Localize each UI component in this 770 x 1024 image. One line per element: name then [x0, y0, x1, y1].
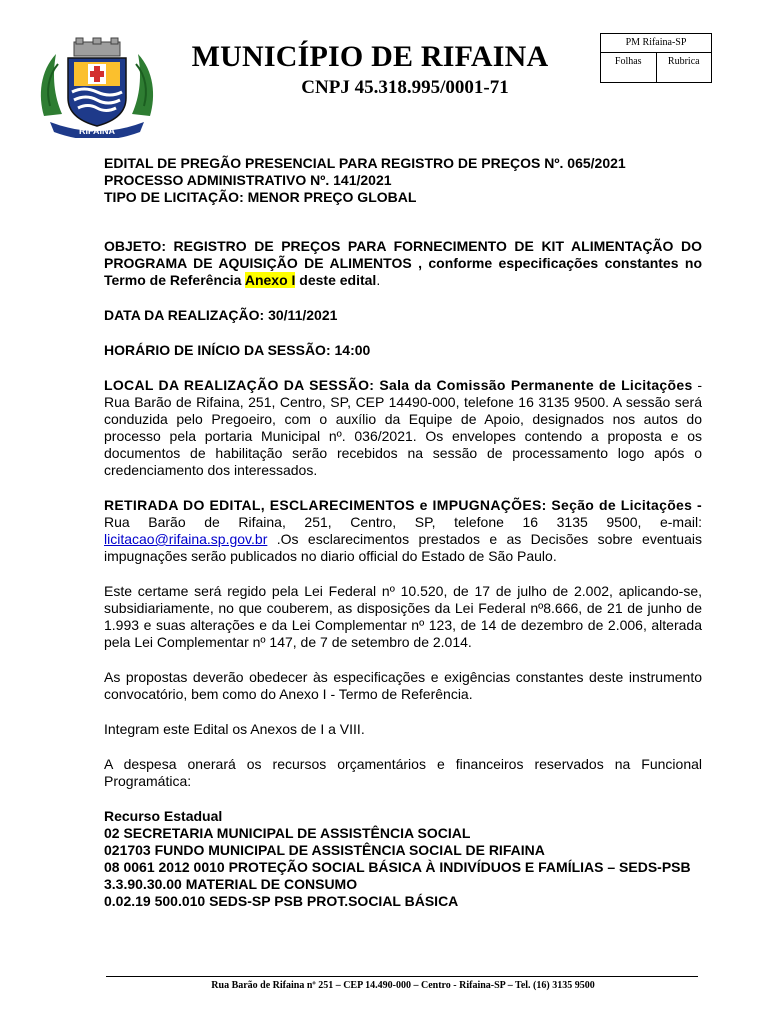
despesa-paragraph: A despesa onerará os recursos orçamentários e financeiros reservados na Funcional Programática: [104, 756, 702, 789]
horario-inicio: HORÁRIO DE INÍCIO DA SESSÃO: 14:00 [104, 342, 371, 358]
retirada-tail: .Os esclarecimentos prestados e as Decisões sobre eventuais impugnações serão publicados no diario official do Estado de São Paulo. [104, 531, 702, 564]
local-label: LOCAL DA REALIZAÇÃO DA SESSÃO: Sala da Comissão Permanente de Licitações [104, 377, 693, 393]
recurso-line: 3.3.90.30.00 MATERIAL DE CONSUMO [104, 876, 358, 892]
page-title: MUNICÍPIO DE RIFAINA [191, 40, 549, 73]
footer-divider [106, 976, 698, 977]
retirada-text: Rua Barão de Rifaina, 251, Centro, SP, telefone 16 3135 9500, e-mail: [104, 514, 702, 530]
folhas-rubrica-stamp [600, 33, 712, 83]
tipo-licitacao-line: TIPO DE LICITAÇÃO: MENOR PREÇO GLOBAL [104, 189, 417, 205]
regido-paragraph: Este certame será regido pela Lei Federal nº 10.520, de 17 de julho de 2.002, aplicando-se, subsidiariamente, no que couberem, as disposições da Lei Federal nº8.666, de 21 de junho de 1.993 e suas alterações e da Lei Complementar nº 123, de 14 de dezembro de 2.006, alterada pela Lei Complementar nº 147, de 7 de setembro de 2.014. [104, 583, 702, 650]
edital-heading-line: EDITAL DE PREGÃO PRESENCIAL PARA REGISTRO DE PREÇOS Nº. 065/2021 [104, 155, 626, 171]
recurso-title: Recurso Estadual [104, 808, 223, 824]
data-realizacao: DATA DA REALIZAÇÃO: 30/11/2021 [104, 307, 338, 323]
cnpj-number: CNPJ 45.318.995/0001-71 [301, 77, 509, 98]
footer-address: Rua Barão de Rifaina nº 251 – CEP 14.490-000 – Centro - Rifaina-SP – Tel. (16) 3135 9500 [211, 980, 595, 991]
anexos-paragraph: Integram este Edital os Anexos de I a VIII. [104, 721, 365, 737]
stamp-header: PM Rifaina-SP [601, 34, 711, 53]
recurso-line: 02 SECRETARIA MUNICIPAL DE ASSISTÊNCIA SOCIAL [104, 825, 471, 841]
crest-ribbon-text: RIFAINA [79, 126, 115, 136]
stamp-rubrica: Rubrica [656, 53, 712, 82]
retirada-paragraph [104, 497, 702, 565]
email-link[interactable]: licitacao@rifaina.sp.gov.br [104, 531, 268, 547]
document-body [104, 155, 702, 910]
local-paragraph [104, 377, 702, 479]
municipal-crest-logo [36, 36, 158, 138]
propostas-paragraph: As propostas deverão obedecer às especificações e exigências constantes deste instrumento convocatório, bem como do Anexo I - Termo de Referência. [104, 669, 702, 702]
processo-line: PROCESSO ADMINISTRATIVO Nº. 141/2021 [104, 172, 392, 188]
objeto-text: OBJETO: REGISTRO DE PREÇOS PARA FORNECIMENTO DE KIT ALIMENTAÇÃO DO PROGRAMA DE AQUISIÇÃO DE ALIMENTOS , conforme especificações constantes no Termo de Referência [104, 238, 702, 288]
recurso-line: 0.02.19 500.010 SEDS-SP PSB PROT.SOCIAL BÁSICA [104, 893, 459, 909]
local-text: - Rua Barão de Rifaina, 251, Centro, SP, CEP 14490-000, telefone 16 3135 9500. A sessão será conduzida pelo Pregoeiro, com o auxílio da Equipe de Apoio, designados nos autos do processo pela portaria Municipal nº. 036/2021. Os envelopes contendo a proposta e os documentos de habilitação serão recebidos na sessão de processamento logo após o credenciamento dos interessados. [104, 377, 702, 478]
anexo-highlight: Anexo I [244, 272, 296, 288]
stamp-folhas: Folhas [614, 56, 642, 67]
objeto-period: . [376, 272, 381, 288]
recurso-line: 021703 FUNDO MUNICIPAL DE ASSISTÊNCIA SOCIAL DE RIFAINA [104, 842, 545, 858]
retirada-label: RETIRADA DO EDITAL, ESCLARECIMENTOS e IMPUGNAÇÕES: Seção de Licitações - [104, 497, 702, 513]
objeto-tail: deste edital [295, 272, 377, 288]
recurso-line: 08 0061 2012 0010 PROTEÇÃO SOCIAL BÁSICA À INDIVÍDUOS E FAMÍLIAS – SEDS-PSB [104, 859, 691, 875]
objeto-paragraph [104, 238, 702, 289]
